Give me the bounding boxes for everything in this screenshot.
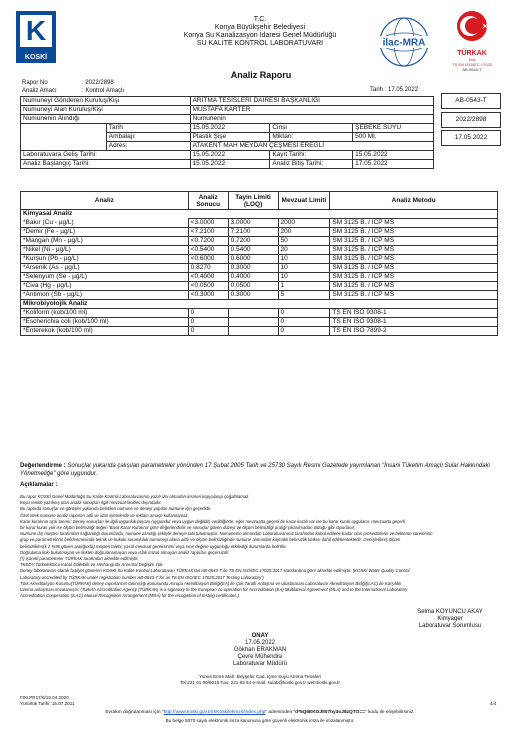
tarih-label: Tarih xyxy=(106,124,190,133)
param-result: <3.0000 xyxy=(188,219,228,228)
param-name: *Arsenik (As - µg/L) xyxy=(21,264,189,273)
note-line: TKEDY:Türkelektrica Kabul Edilebilir ve Herhangi Bir Anormal Değişim Yok. xyxy=(20,562,164,568)
note-line: Deney laboratuvarı olarak faaliyet gösteren KOSKİ Su Kalite Kontrol Laboratuvarı TÜRKAK'tan AB-0543-T ile TS EN ISO/IEC 17025:2017 standardına göre akredite edilmiştir. (KOSKİ Water Quality Control xyxy=(20,568,410,574)
cinsi-label: Cinsi xyxy=(270,124,353,133)
param-name: *Enterekok (kob/100 ml) xyxy=(21,327,189,336)
ilac-mra-logo xyxy=(370,14,438,70)
degerlendirme-label: Değerlendirme : xyxy=(20,463,66,469)
note-line: Koyu renkle yazılmış olan analiz sonuçları ilgili mevzuat limitleri dışındadır. xyxy=(20,500,162,506)
note-line: Laboratory accredited by TÜRKAK under registration number AB-0543-T for as TS EN ISO/IEC 17025:2017 Testing Laboratory') xyxy=(20,574,264,580)
baslangic-label: Analiz Başlangıç Tarihi: xyxy=(21,160,191,169)
param-method: SM 3125 B. / ICP MS xyxy=(330,273,498,282)
signature-approval xyxy=(210,633,310,668)
param-name: *Demir (Fe - µg/L) xyxy=(21,228,189,237)
param-result: <0.3000 xyxy=(188,291,228,300)
param-method: SM 3125 B. / ICP MS xyxy=(330,264,498,273)
param-name: *Kurşun (Pb - µg/L) xyxy=(21,255,189,264)
param-result: <0.7200 xyxy=(188,237,228,246)
koski-logo-text: KOSKİ xyxy=(24,54,48,61)
param-loq: 7.2100 xyxy=(228,228,278,237)
cinsi-value: ŞEBEKE SUYU xyxy=(353,124,434,133)
report-date: Tarih : 17.05.2022 xyxy=(370,87,419,93)
adres-value: ATAKENT MAH MEYDAN ÇEŞMESİ EREĞLİ xyxy=(190,142,433,151)
footer-address: Yunus Emre Mah. Beyşehir Cad. İçme Suyu Arıtma Tesisleri xyxy=(199,674,321,679)
col-mevzuat: Mevzuat Limiti xyxy=(278,192,330,210)
col-analiz: Analiz xyxy=(21,192,189,210)
note-line: Özel istek numune analiz raporları adli ve idari işlemlerde ve reklam amaçlı kullanılamaz. xyxy=(20,512,189,518)
verify-mid: " adresinden " xyxy=(265,710,296,715)
header-line1: Konya Büyükşehir Belediyesi xyxy=(214,24,306,31)
micro-row xyxy=(21,318,498,327)
param-loq: 0.6000 xyxy=(228,255,278,264)
footer-form-no: F06.PR17/6/15.04.2020 xyxy=(20,695,69,700)
chem-row xyxy=(21,291,498,300)
note-line: Bu raporda sonuçlar ve görüşler yukarıda belirtilen numune ve deneyi yapılan numune için geçerlidir. xyxy=(20,506,212,512)
param-name: *Bakır (Cu - µg/L) xyxy=(21,219,189,228)
param-method: SM 3125 B. / ICP MS xyxy=(330,255,498,264)
note-line: Numune dış müşteri tarafından sağlandığı durumlarda, numune alındığı şekliyle deneye tabi tutulmuştur. Numunenin alımından Laboratuvarımız tarafından kabul edilene kadar olan prosedürlerin ve bekleme sürelerinin xyxy=(20,531,433,537)
param-limit: 0 xyxy=(278,309,330,318)
onay-label: ONAY xyxy=(251,633,269,639)
param-result: <0.4000 xyxy=(188,273,228,282)
footer-verify xyxy=(20,710,500,715)
onay-date: 17.05.2022 xyxy=(244,640,276,646)
alan-value: MUSTAFA KARTER xyxy=(190,106,433,115)
note-line: belirsizlikleri(k 2 %95 güven aralığında) müşteri talebi; yasal mevzuat gereksinimi veya sınır değere uygunluğu etkilediği durumlarda belirtilir. xyxy=(20,543,287,549)
chem-row xyxy=(21,237,498,246)
turkak-sub1: Test xyxy=(468,57,476,62)
header-block xyxy=(150,16,370,48)
degerlendirme-text: Sonuçlar yukarıda çalışılan parametreler yönünden 17 Şubat 2005 Tarih ve 25730 Sayılı Resmi Gazetede yayımlanan "İnsani Tüketim Amaçlı Sular Hakkındaki Yönetmeliğe" göre uygundur. xyxy=(20,463,490,477)
baslangic-value: 15.05.2022 xyxy=(190,160,270,169)
bitis-label: Analiz Bitiş Tarihi: xyxy=(270,160,353,169)
gonderen-value: ARITMA TESİSLERİ DAİRESİ BAŞKANLIĞI xyxy=(190,97,433,106)
chem-row xyxy=(21,228,498,237)
param-limit: 10 xyxy=(278,273,330,282)
param-result: 0 xyxy=(188,327,228,336)
param-limit: 20 xyxy=(278,246,330,255)
right-title1: Kimyager xyxy=(437,616,463,622)
analiz-amaci-label: Analiz Amacı xyxy=(22,88,57,94)
micro-row xyxy=(21,309,498,318)
header-line2: Konya Su Kanalizasyon İdaresi Genel Müdürlüğü xyxy=(183,32,337,39)
results-table xyxy=(20,191,498,336)
alindigi-value: Numunenin xyxy=(190,115,433,124)
verify-prefix: Evrakın doğrulanması için " xyxy=(105,710,164,715)
side-no: 2022/2898 xyxy=(441,112,501,128)
gelis-value: 15.05.2022 xyxy=(190,151,270,160)
note-line: Accreditation Cooperation (ILAC) Mutual Recognition Arrangement (MRA) for the recognition of testing certificates.) xyxy=(20,593,240,599)
miktari-label: Miktarı: xyxy=(270,133,353,142)
chem-row xyxy=(21,264,498,273)
right-name: Selma KOYUNCU AKAY xyxy=(417,609,483,615)
param-method: SM 3125 B. / ICP MS xyxy=(330,237,498,246)
param-method: TS EN ISO 9308-1 xyxy=(330,318,498,327)
param-loq: 0.7200 xyxy=(228,237,278,246)
param-name: *Nikel (Ni - µg/L) xyxy=(21,246,189,255)
turkak-sub3: AB-0543-T xyxy=(462,67,482,72)
footer-address-block xyxy=(110,674,410,686)
page-title: Analiz Raporu xyxy=(230,70,292,80)
footer-yururluk: Yürürlük Tarihi: 15.07.2011 xyxy=(20,701,75,706)
header-tc: T.C. xyxy=(253,16,267,23)
param-result: <7.2100 xyxy=(188,228,228,237)
param-loq xyxy=(228,318,278,327)
gelis-label: Laboratuvara Geliş Tarihi: xyxy=(21,151,191,160)
gonderen-label: Numuneyi Gönderen Kuruluş/Kişi xyxy=(21,97,191,106)
param-limit: 10 xyxy=(278,255,330,264)
note-line: Karar kuralının açık tanımı; Deney sonuçları ile ilgili uygunluk beyanı (uygundur veya uygun değildir) verildiğinde, eğer mevzuatta geçerli bir karar kuralı var ise bu karar kuralı uygulanır, mevzuatta geçerli xyxy=(20,518,405,524)
footer-esign: Bu belge 5070 sayılı elektronik imza kanununa göre güvenli elektronik imza ile imzalanmıştır. xyxy=(165,718,355,723)
adres-label: Adres: xyxy=(106,142,190,151)
chem-row xyxy=(21,273,498,282)
ambalaj-label: Ambalajı: xyxy=(106,133,190,142)
chem-row xyxy=(21,282,498,291)
rapor-no-value: 2022/2898 xyxy=(85,80,114,86)
miktari-value: 500 Ml. xyxy=(353,133,434,142)
note-line: grup ve parametrelerin belirlenmesinde teknik ve hukuki sorumluluk numuneyi alana aittir ve ölçüm belirsizliğinde numune alımından kaynaklı belirsizlik katkısı dahil edilmemektedir. Genişletilmiş ölçüm xyxy=(20,537,401,543)
param-method: SM 3125 B. / ICP MS xyxy=(330,282,498,291)
param-method: TS EN ISO 9308-1 xyxy=(330,309,498,318)
col-metod: Analiz Metodu xyxy=(330,192,498,210)
analiz-amaci-value: Kontrol Amaçlı xyxy=(85,88,125,94)
footer-form xyxy=(20,695,74,707)
param-name: *Antimon (Sb - µg/L) xyxy=(21,291,189,300)
verify-code: d*5Q5EKOJlI07hy3oJ8zQTO== xyxy=(295,710,365,715)
param-loq: 0.3000 xyxy=(228,291,278,300)
right-title2: Laboratuvar Sorumlusu xyxy=(418,623,482,629)
kayit-label: Kayıt Tarihi: xyxy=(270,151,353,160)
param-limit: 200 xyxy=(278,228,330,237)
param-result: 0.8270 xyxy=(188,264,228,273)
turkak-sub2: TS EN ISO/IEC 17025 xyxy=(452,62,492,67)
bitis-value: 17.05.2022 xyxy=(353,160,434,169)
micro-row xyxy=(21,327,498,336)
ambalaj-value: Plastik Şişe xyxy=(190,133,270,142)
section-mikrobiyolojik: Mikrobiyolojik Analiz xyxy=(21,300,498,309)
chem-row xyxy=(21,255,498,264)
param-name: *Koliform (kob/100 ml) xyxy=(21,309,189,318)
note-line: (*) işaretli parametreler TÜRKAK tarafından akredite edilmiştir. xyxy=(20,556,139,562)
param-limit: 1 xyxy=(278,282,330,291)
param-limit: 0 xyxy=(278,327,330,336)
aciklamalar-label: Açıklamalar : xyxy=(20,482,58,488)
param-result: 0 xyxy=(188,309,228,318)
param-name: *Escherichia coli (kob/100 ml) xyxy=(21,318,189,327)
signature-right xyxy=(400,609,500,630)
header-line3: SU KALİTE KONTROL LABORATUVARI xyxy=(196,40,324,47)
param-result: <0.0500 xyxy=(188,282,228,291)
param-limit: 5 xyxy=(278,291,330,300)
param-loq xyxy=(228,327,278,336)
param-method: SM 3125 B. / ICP MS xyxy=(330,246,498,255)
param-limit: 0 xyxy=(278,318,330,327)
param-loq: 0.0500 xyxy=(228,282,278,291)
param-result: <0.6000 xyxy=(188,255,228,264)
param-result: 0 xyxy=(188,318,228,327)
footer-contact: Tel:221 61 00/6015 Fax: 221 63 54 e-mail: sulab@koski.gov.tr web:koski.gov.tr xyxy=(180,680,340,685)
note-line: Türk Akreditasyon Kurumu(TÜRKAK) deney raporlarının tanınırlığı konusunda Avrupa Akreditasyon Birliği(EA) ile Çok Taraflı Anlaşma ve Uluslararası Laboratuvar Akreditasyon Birliği(ILAC) ile Karşılıklı xyxy=(20,580,402,586)
note-line: Bu rapor KOSKİ Genel Müdürlüğü Su Kalite Kontrol Laboratuvarının yazılı izni olmadan kısmen kopyalanıp çoğaltılamaz. xyxy=(20,494,250,499)
kayit-value: 15.05.2022 xyxy=(353,151,434,160)
param-name: *Selenyum (Se - µg/L) xyxy=(21,273,189,282)
chem-row xyxy=(21,246,498,255)
note-line: Doğrulama linki bulunmayan ve linkten doğrulanamayan veya ıslak imzalı olmayan analiz raporları geçersizdir. xyxy=(20,549,230,555)
note-line: tanıma anlaşması imzalamıştır. (Turkish Accreditation Agency (TÜRKAK) is a signatory to the European co-operation for Accreditation (EA) Multilateral Agreement (MLA) and to the International Laboratory xyxy=(20,587,408,593)
notes-list xyxy=(20,494,502,599)
onay-name: Gökhan ERAKMAN xyxy=(233,647,287,653)
info-table xyxy=(20,96,434,169)
param-loq: 0.3000 xyxy=(228,264,278,273)
param-method: SM 3125 B. / ICP MS xyxy=(330,219,498,228)
koski-logo: K KOSKİ xyxy=(16,11,56,63)
col-sonuc: Analiz Sonucu xyxy=(188,192,228,210)
side-date: 17.05.2022 xyxy=(441,130,501,146)
onay-title2: Laboratuvar Müdürü xyxy=(232,661,288,667)
param-method: SM 3125 B. / ICP MS xyxy=(330,291,498,300)
note-line: bir karar kuralı yok ise ölçüm belirsizliği değeri 'Basit Karar Kuralına' göre değerlendirilir ve sonuçlar güven düzeyi ve ölçüm belirsizliği aralığı çıkarılmadan olduğu gibi raporlanır. xyxy=(20,525,356,531)
turkak-text: TÜRKAK xyxy=(457,50,487,57)
alan-label: Numuneyi Alan Kuruluş/Kişi xyxy=(21,106,191,115)
param-method: SM 3125 B. / ICP MS xyxy=(330,228,498,237)
rapor-no-label: Rapor No xyxy=(22,80,48,86)
param-name: *Civa (Hg - µg/L) xyxy=(21,282,189,291)
alindigi-label: Numunenin Alındığı xyxy=(21,115,191,124)
report-meta: Rapor No : 2022/2898 Analiz Amacı : Kontrol Amaçlı xyxy=(22,80,125,94)
footer-page: 4/4 xyxy=(490,701,497,706)
param-result: <0.5400 xyxy=(188,246,228,255)
ilac-text: ilac-MRA xyxy=(382,37,426,49)
param-loq xyxy=(228,309,278,318)
param-limit: 10 xyxy=(278,264,330,273)
param-limit: 50 xyxy=(278,237,330,246)
param-loq: 3.0000 xyxy=(228,219,278,228)
verify-link[interactable]: http://www.koski.gov.tr/mKoski/ekmzs/index.php xyxy=(163,710,266,715)
param-method: TS EN ISO 7899-2 xyxy=(330,327,498,336)
tarih-value: 15.05.2022 xyxy=(190,124,270,133)
param-limit: 2000 xyxy=(278,219,330,228)
param-loq: 0.5400 xyxy=(228,246,278,255)
side-code: AB-0543-T xyxy=(441,93,501,109)
onay-title1: Çevre Mühendisi xyxy=(237,654,283,660)
turkak-logo xyxy=(447,9,497,73)
chem-row xyxy=(21,219,498,228)
col-loq: Tayin Limiti (LOQ) xyxy=(228,192,278,210)
verify-suffix: " kodu ile erişebilirsiniz. xyxy=(364,710,415,715)
param-name: *Mangan (Mn - µg/L) xyxy=(21,237,189,246)
param-loq: 0.4000 xyxy=(228,273,278,282)
evaluation xyxy=(20,462,500,478)
section-kimyasal: Kimyasal Analiz xyxy=(21,210,498,219)
